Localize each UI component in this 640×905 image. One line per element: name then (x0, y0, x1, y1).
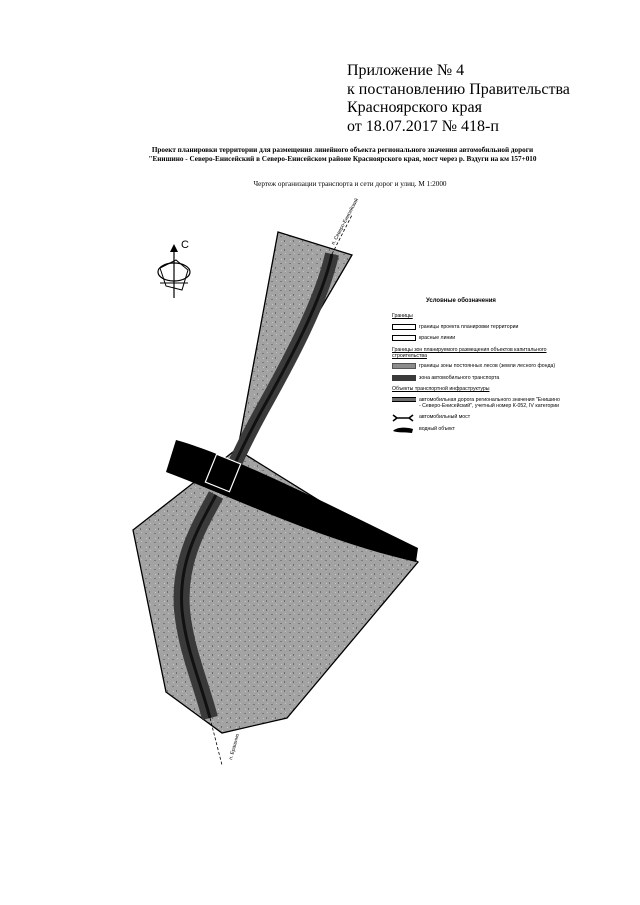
compass-icon (158, 244, 190, 298)
legend-item-red-lines: красные линии (392, 335, 562, 341)
legend-swatch-red-lines (392, 335, 416, 341)
legend-section-transport: Объекты транспортной инфраструктуры (392, 386, 490, 393)
label-south-settlement: п. Ерашино (228, 733, 241, 761)
legend-title: Условные обозначения (426, 298, 496, 304)
annex-number: Приложение № 4 (347, 62, 465, 79)
legend-item-territory-boundary: границы проекта планировки территории (392, 324, 562, 330)
label-north-settlement: п. Северо-Енисейский (330, 197, 361, 246)
legend-swatch-road-zone (392, 375, 416, 381)
water-body-icon (392, 426, 416, 432)
legend-swatch-territory (392, 324, 416, 330)
annex-region: Красноярского края (347, 99, 482, 116)
compass-letter: С (181, 239, 189, 251)
legend-section-zones: Границы зон планируемого размещения объектов капитального строительства (392, 346, 547, 360)
annex-date: от 18.07.2017 № 418-п (347, 117, 499, 135)
legend-item-regional-road: автомобильная дорога регионального значения "Енишино - Северо-Енисейский", учетный номер К-052, IV категории (392, 397, 562, 410)
drawing-subtitle: Чертеж организации транспорта и сети дорог и улиц. М 1:2000 (253, 180, 447, 188)
bridge-icon (392, 414, 416, 420)
legend (392, 298, 562, 437)
legend-item-road-zone: зона автомобильного транспорта (392, 375, 562, 381)
title-line-2: "Енишино - Северо-Енисейский в Северо-Енисейском районе Красноярского края, мост через р. Вздуги на км 157+010 (148, 155, 537, 163)
annex-resolution: к постановлению Правительства (347, 80, 570, 98)
legend-item-bridge: автомобильный мост (392, 414, 562, 420)
legend-section-boundaries: Границы (392, 313, 413, 320)
legend-item-water: водный объект (392, 426, 562, 432)
legend-swatch-road (392, 397, 416, 402)
legend-swatch-forest (392, 363, 416, 369)
title-line-1: Проект планировки территории для размещения линейного объекта регионального значения автомобильной дороги (151, 146, 534, 154)
legend-item-forest-zone: границы зоны постоянных лесов (земли лесного фонда) (392, 363, 562, 369)
